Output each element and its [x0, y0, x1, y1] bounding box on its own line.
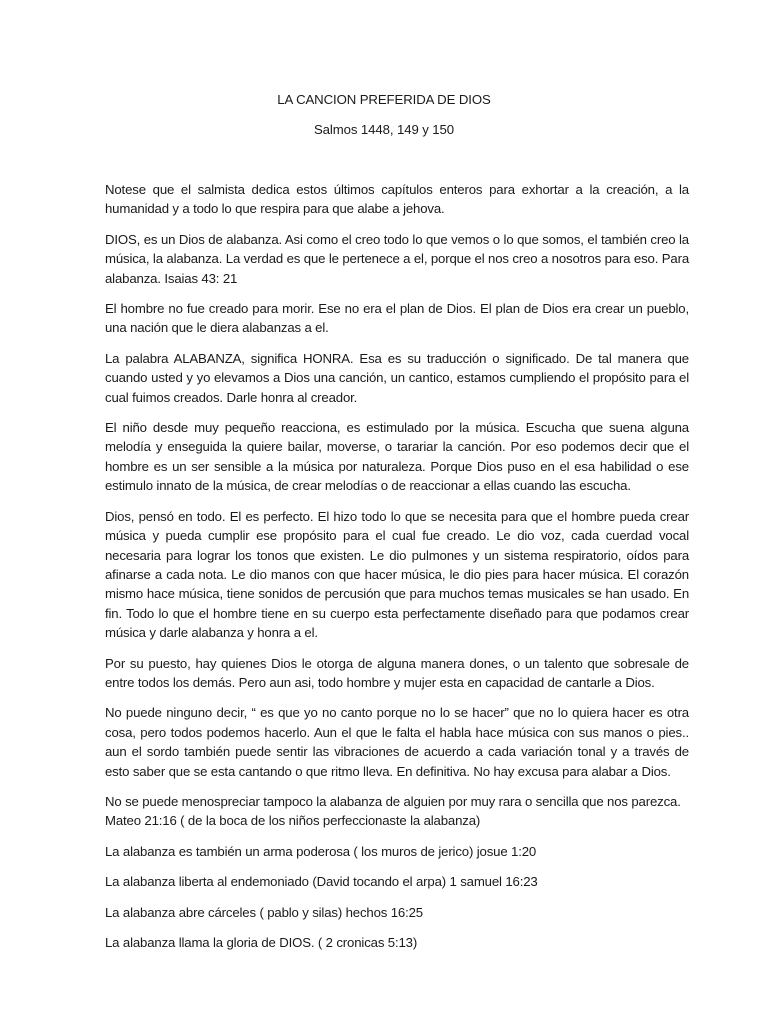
document-subtitle: Salmos 1448, 149 y 150	[313, 122, 455, 137]
paragraph-liberta-endemoniado: La alabanza liberta al endemoniado (David tocando el arpa) 1 samuel 16:23	[105, 874, 538, 890]
paragraph-dios-de-alabanza: DIOS, es un Dios de alabanza. Asi como el creo todo lo que vemos o lo que somos, el también creo la música, la alabanza. La verdad es que le pertenece a el, porque el nos creo a nosotros para eso. Para alabanza. Isaias 43: 21	[105, 231, 689, 286]
document-body	[105, 180, 689, 963]
paragraph-intro: Notese que el salmista dedica estos últimos capítulos enteros para exhortar a la creación, a la humanidad y a todo lo que respira para que alabe a jehova.	[105, 182, 689, 217]
paragraph-gloria-de-dios: La alabanza llama la gloria de DIOS. ( 2 cronicas 5:13)	[105, 935, 418, 950]
paragraph-plan-de-dios: El hombre no fue creado para morir. Ese no era el plan de Dios. El plan de Dios era crear un pueblo, una nación que le diera alabanzas a el.	[105, 301, 689, 336]
paragraph-abre-carceles: La alabanza abre cárceles ( pablo y silas) hechos 16:25	[105, 904, 423, 920]
paragraph-arma-poderosa: La alabanza es también un arma poderosa ( los muros de jerico) josue 1:20	[105, 843, 537, 859]
document-title: LA CANCION PREFERIDA DE DIOS	[277, 92, 491, 107]
paragraph-no-menospreciar: No se puede menospreciar tampoco la alabanza de alguien por muy rara o sencilla que nos parezca. Mateo 21:16 ( de la boca de los niños perfeccionaste la alabanza)	[105, 793, 681, 829]
paragraph-no-hay-excusa: No puede ninguno decir, “ es que yo no canto porque no lo se hacer” que no lo quiera hacer es otra cosa, pero todos podemos hacerlo. Aun el que le falta el habla hace música con sus manos o pies.. aun el sordo también puede sentir las vibraciones de acuerdo a cada variación tonal y a través de esto saber que se esta cantando o que ritmo lleva. En definitiva. No hay excusa para alabar a Dios.	[105, 705, 689, 779]
paragraph-nino-musica: El niño desde muy pequeño reacciona, es estimulado por la música. Escucha que suena alguna melodía y enseguida la quiere bailar, moverse, o tarariar la canción. Por eso podemos decir que el hombre es un ser sensible a la música por naturaleza. Porque Dios puso en el esa habilidad o ese estimulo innato de la música, de crear melodías o de reaccionar a ellas cuando las escucha.	[105, 420, 689, 494]
paragraph-significado-alabanza: La palabra ALABANZA, significa HONRA. Esa es su traducción o significado. De tal manera que cuando usted y yo elevamos a Dios una canción, un cantico, estamos cumpliendo el propósito para el cual fuimos creados. Darle honra al creador.	[105, 350, 689, 405]
paragraph-dios-penso-en-todo: Dios, pensó en todo. El es perfecto. El hizo todo lo que se necesita para que el hombre pueda crear música y pueda cumplir ese propósito para el cual fue creado. Le dio voz, cada cuerdad vocal necesaria para lograr los tonos que existen. Le dio pulmones y un sistema respiratorio, oídos para afinarse a cada nota. Le dio manos con que hacer música, le dio pies para hacer música. El corazón mismo hace música, tiene sonidos de percusión que para muchos temas musicales se han usado. En fin. Todo lo que el hombre tiene en su cuerpo esta perfectamente diseñado para que podamos crear música y darle alabanza y honra a el.	[105, 508, 689, 641]
paragraph-dones: Por su puesto, hay quienes Dios le otorga de alguna manera dones, o un talento que sobresale de entre todos los demás. Pero aun asi, todo hombre y mujer esta en capacidad de cantarle a Dios.	[105, 655, 689, 690]
